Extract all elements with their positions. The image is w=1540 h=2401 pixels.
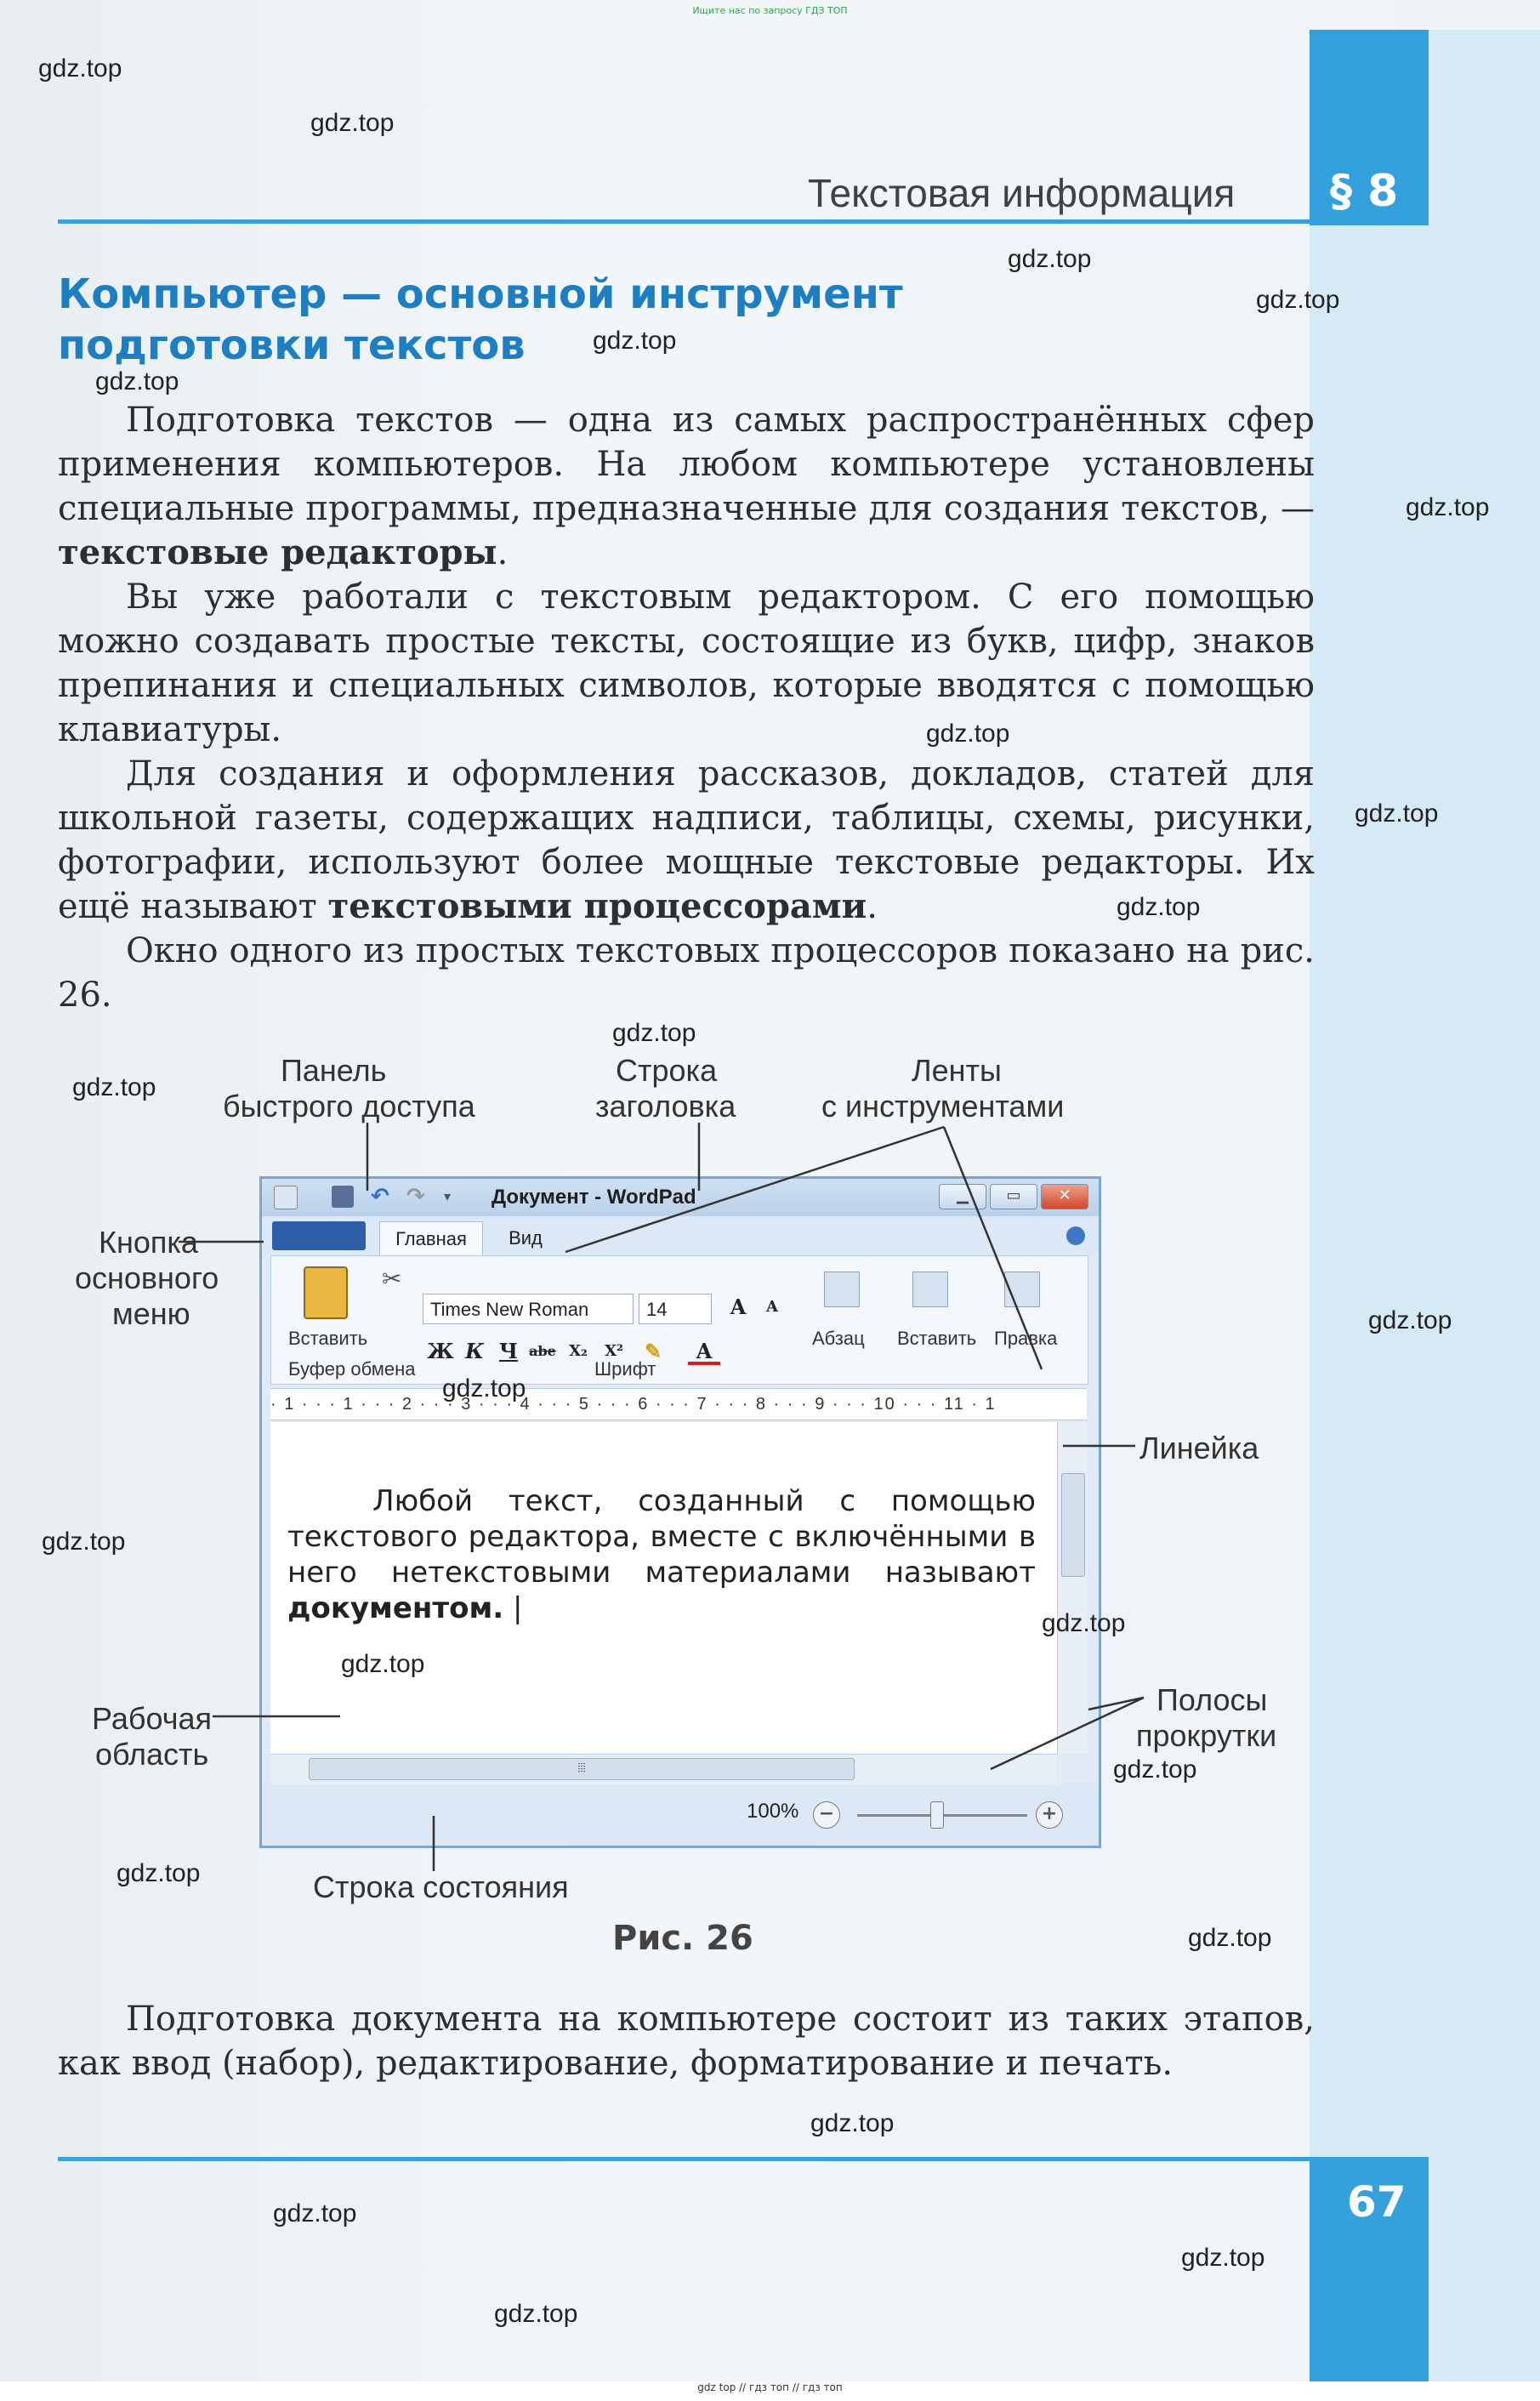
footer-rule bbox=[58, 2157, 1310, 2161]
label-quick-access: Панель bbox=[281, 1053, 387, 1088]
font-name-select[interactable]: Times New Roman bbox=[423, 1294, 634, 1324]
font-group-label: Шрифт bbox=[594, 1358, 656, 1380]
watermark: gdz.top bbox=[593, 327, 677, 355]
grow-font-icon[interactable]: A bbox=[730, 1294, 747, 1319]
font-size-select[interactable]: 14 bbox=[639, 1294, 712, 1324]
section-number: § 8 bbox=[1330, 166, 1399, 217]
paragraph-1: Подготовка текстов — одна из самых распространённых сфер применения компьютеров. На любом компьютере установлены специальные программы, предназначенные для создания текстов, — текстовые редакторы. bbox=[58, 401, 1315, 572]
highlight-icon[interactable]: ✎ bbox=[644, 1339, 662, 1363]
strikethrough-icon[interactable]: abe bbox=[529, 1343, 556, 1359]
bottom-note: gdz top // гдз топ // гдз топ bbox=[697, 2381, 843, 2393]
watermark: gdz.top bbox=[1181, 2244, 1265, 2272]
zoom-level: 100% bbox=[747, 1800, 799, 1823]
watermark: gdz.top bbox=[273, 2199, 357, 2227]
paragraph-4: Окно одного из простых текстовых процессоров показано на рис. 26. bbox=[58, 931, 1315, 1015]
label-menu-button-3: меню bbox=[112, 1296, 190, 1331]
watermark: gdz.top bbox=[341, 1650, 425, 1678]
label-work-area-2: область bbox=[95, 1737, 209, 1772]
paragraph-3: Для создания и оформления рассказов, докладов, статей для школьной газеты, содержащих надписи, таблицы, схемы, рисунки, фотографии, используют более мощные текстовые редакторы. Их ещё называют текстовыми процессорами. bbox=[58, 754, 1315, 926]
insert-button-label[interactable]: Вставить bbox=[897, 1328, 977, 1349]
watermark: gdz.top bbox=[1117, 893, 1201, 921]
redo-icon[interactable]: ↷ bbox=[406, 1184, 425, 1209]
horizontal-scroll-thumb[interactable]: ⦙⦙⦙ bbox=[309, 1758, 855, 1780]
watermark: gdz.top bbox=[1406, 493, 1490, 521]
paste-button-label[interactable]: Вставить bbox=[288, 1328, 368, 1349]
clipboard-group-label: Буфер обмена bbox=[288, 1358, 416, 1380]
watermark: gdz.top bbox=[95, 367, 179, 395]
label-scrollbars-2: прокрутки bbox=[1136, 1718, 1277, 1753]
top-note: Ищите нас по запросу ГДЗ ТОП bbox=[692, 5, 848, 16]
label-ribbons-2: с инструментами bbox=[821, 1089, 1065, 1124]
cut-icon[interactable]: ✂ bbox=[382, 1265, 402, 1293]
shrink-font-icon[interactable]: A bbox=[766, 1298, 778, 1316]
running-head: Текстовая информация bbox=[808, 171, 1236, 215]
watermark: gdz.top bbox=[42, 1528, 126, 1556]
edit-button-label[interactable]: Правка bbox=[994, 1328, 1058, 1349]
undo-icon[interactable]: ↶ bbox=[371, 1184, 389, 1209]
label-ruler: Линейка bbox=[1139, 1431, 1259, 1465]
body-text-bottom bbox=[58, 1997, 1315, 2085]
watermark: gdz.top bbox=[310, 109, 395, 137]
watermark: gdz.top bbox=[494, 2300, 578, 2328]
label-scrollbars: Полосы bbox=[1156, 1682, 1268, 1717]
customize-qat-icon[interactable]: ▾ bbox=[444, 1188, 452, 1204]
watermark: gdz.top bbox=[1256, 286, 1340, 314]
label-title-row: Строка bbox=[616, 1053, 718, 1088]
label-status-bar: Строка состояния bbox=[313, 1869, 569, 1904]
watermark: gdz.top bbox=[72, 1073, 156, 1101]
maximize-button[interactable]: ▭ bbox=[990, 1184, 1037, 1209]
zoom-in-icon[interactable]: + bbox=[1036, 1801, 1063, 1829]
term-text-editors: текстовые редакторы bbox=[58, 532, 497, 572]
tab-home[interactable]: Главная bbox=[379, 1221, 483, 1256]
tab-view[interactable]: Вид bbox=[509, 1227, 543, 1249]
watermark: gdz.top bbox=[1113, 1755, 1197, 1784]
page-number-tab bbox=[1310, 2157, 1429, 2381]
label-quick-access-2: быстрого доступа bbox=[223, 1089, 475, 1124]
watermark: gdz.top bbox=[442, 1374, 526, 1402]
term-word-processors: текстовыми процессорами bbox=[327, 886, 867, 926]
paragraph-2: Вы уже работали с текстовым редактором. С его помощью можно создавать простые тексты, состоящие из букв, цифр, знаков препинания и специальных символов, которые вводятся с помощью клавиатуры. bbox=[58, 577, 1315, 749]
underline-icon[interactable]: Ч bbox=[499, 1339, 518, 1363]
label-ribbons: Ленты bbox=[912, 1053, 1002, 1088]
close-button[interactable]: ✕ bbox=[1041, 1184, 1088, 1209]
window-title: Документ - WordPad bbox=[492, 1186, 696, 1209]
bold-icon[interactable]: Ж bbox=[427, 1339, 454, 1363]
label-title-row-2: заголовка bbox=[595, 1089, 736, 1124]
section-heading: Компьютер — основной инструмент подготовки текстов bbox=[58, 270, 903, 369]
paragraph-5: Подготовка документа на компьютере состоит из таких этапов, как ввод (набор), редактирование, форматирование и печать. bbox=[58, 2000, 1315, 2083]
callout-ribbons-b bbox=[944, 1127, 1042, 1369]
watermark: gdz.top bbox=[1368, 1306, 1452, 1334]
minimize-button[interactable]: ▁ bbox=[939, 1184, 986, 1209]
callout-ribbons-a bbox=[565, 1127, 944, 1252]
label-menu-button-2: основного bbox=[75, 1260, 219, 1295]
watermark: gdz.top bbox=[1188, 1924, 1272, 1952]
callout-scroll-a bbox=[1088, 1698, 1144, 1710]
label-work-area: Рабочая bbox=[92, 1701, 212, 1736]
italic-icon[interactable]: К bbox=[465, 1339, 484, 1363]
watermark: gdz.top bbox=[926, 720, 1010, 748]
watermark: gdz.top bbox=[810, 2109, 895, 2137]
subscript-icon[interactable]: X₂ bbox=[569, 1342, 588, 1360]
label-menu-button: Кнопка bbox=[99, 1225, 198, 1260]
document-text: Любой текст, созданный с помощью текстового редактора, вместе с включёнными в него нетекстовыми материалами называют документом. | bbox=[287, 1484, 1036, 1625]
watermark: gdz.top bbox=[1355, 799, 1439, 828]
ruler[interactable]: · 1 · · · 1 · · · 2 · · · 3 · · · 4 · · · 5 · · · 6 · · · 7 · · · 8 · · · 9 · · · 10 · · · 11 · 1 bbox=[270, 1388, 1087, 1420]
paragraph-button-label[interactable]: Абзац bbox=[812, 1328, 865, 1349]
watermark: gdz.top bbox=[612, 1019, 696, 1047]
figure-caption: Рис. 26 bbox=[612, 1919, 753, 1958]
watermark: gdz.top bbox=[1008, 245, 1092, 273]
watermark: gdz.top bbox=[38, 54, 122, 82]
watermark: gdz.top bbox=[116, 1859, 201, 1887]
watermark: gdz.top bbox=[1042, 1609, 1126, 1637]
page-number: 67 bbox=[1347, 2177, 1406, 2227]
zoom-out-icon[interactable]: − bbox=[813, 1801, 840, 1829]
superscript-icon[interactable]: X² bbox=[605, 1342, 623, 1360]
font-color-icon[interactable]: A bbox=[688, 1336, 720, 1365]
